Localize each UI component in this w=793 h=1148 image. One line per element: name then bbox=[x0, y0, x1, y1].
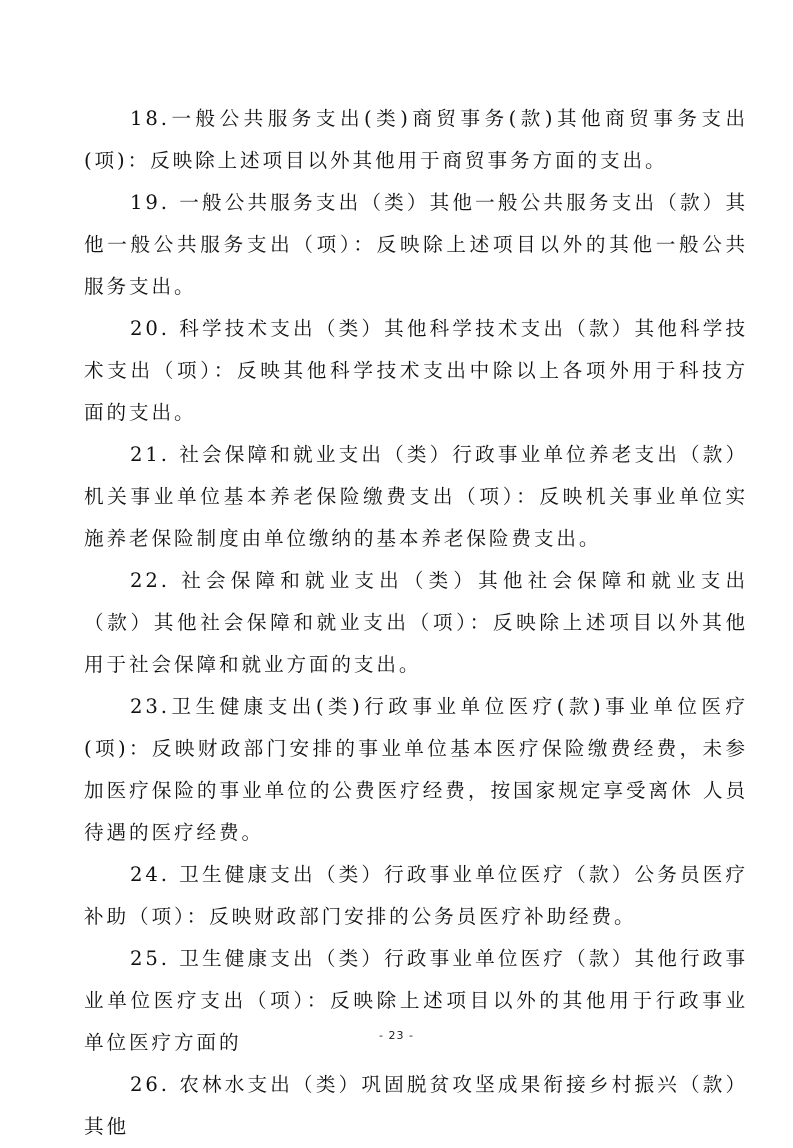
paragraph-25: 25. 卫生健康支出（类）行政事业单位医疗（款）其他行政事业单位医疗支出（项）：反映除上述项目以外的其他用于行政事业单位医疗方面的 bbox=[84, 947, 748, 1054]
paragraph-20: 20. 科学技术支出（类）其他科学技术支出（款）其他科学技术支出（项）：反映其他科学技术支出中除以上各项外用于科技方面的支出。 bbox=[84, 317, 748, 424]
paragraph-22: 22. 社会保障和就业支出（类）其他社会保障和就业支出（款）其他社会保障和就业支出（项）：反映除上述项目以外其他用于社会保障和就业方面的支出。 bbox=[84, 569, 748, 676]
paragraph-18: 18.一般公共服务支出(类)商贸事务(款)其他商贸事务支出(项)：反映除上述项目以外其他用于商贸事务方面的支出。 bbox=[84, 107, 748, 172]
document-body bbox=[84, 98, 748, 1148]
paragraph-23: 23.卫生健康支出(类)行政事业单位医疗(款)事业单位医疗(项)：反映财政部门安排的事业单位基本医疗保险缴费经费，未参 加医疗保险的事业单位的公费医疗经费，按国家规定享受离休 人员待遇的医疗经费。 bbox=[84, 695, 748, 844]
paragraph-26: 26. 农林水支出（类）巩固脱贫攻坚成果衔接乡村振兴（款）其他 bbox=[84, 1073, 748, 1138]
paragraph-19: 19. 一般公共服务支出（类）其他一般公共服务支出（款）其他一般公共服务支出（项）：反映除上述项目以外的其他一般公共服务支出。 bbox=[84, 191, 748, 298]
paragraph-24: 24. 卫生健康支出（类）行政事业单位医疗（款）公务员医疗补助（项）：反映财政部门安排的公务员医疗补助经费。 bbox=[84, 863, 748, 928]
paragraph-21: 21. 社会保障和就业支出（类）行政事业单位养老支出（款）机关事业单位基本养老保险缴费支出（项）：反映机关事业单位实施养老保险制度由单位缴纳的基本养老保险费支出。 bbox=[84, 443, 748, 550]
page-number: - 23 - bbox=[379, 1029, 414, 1042]
